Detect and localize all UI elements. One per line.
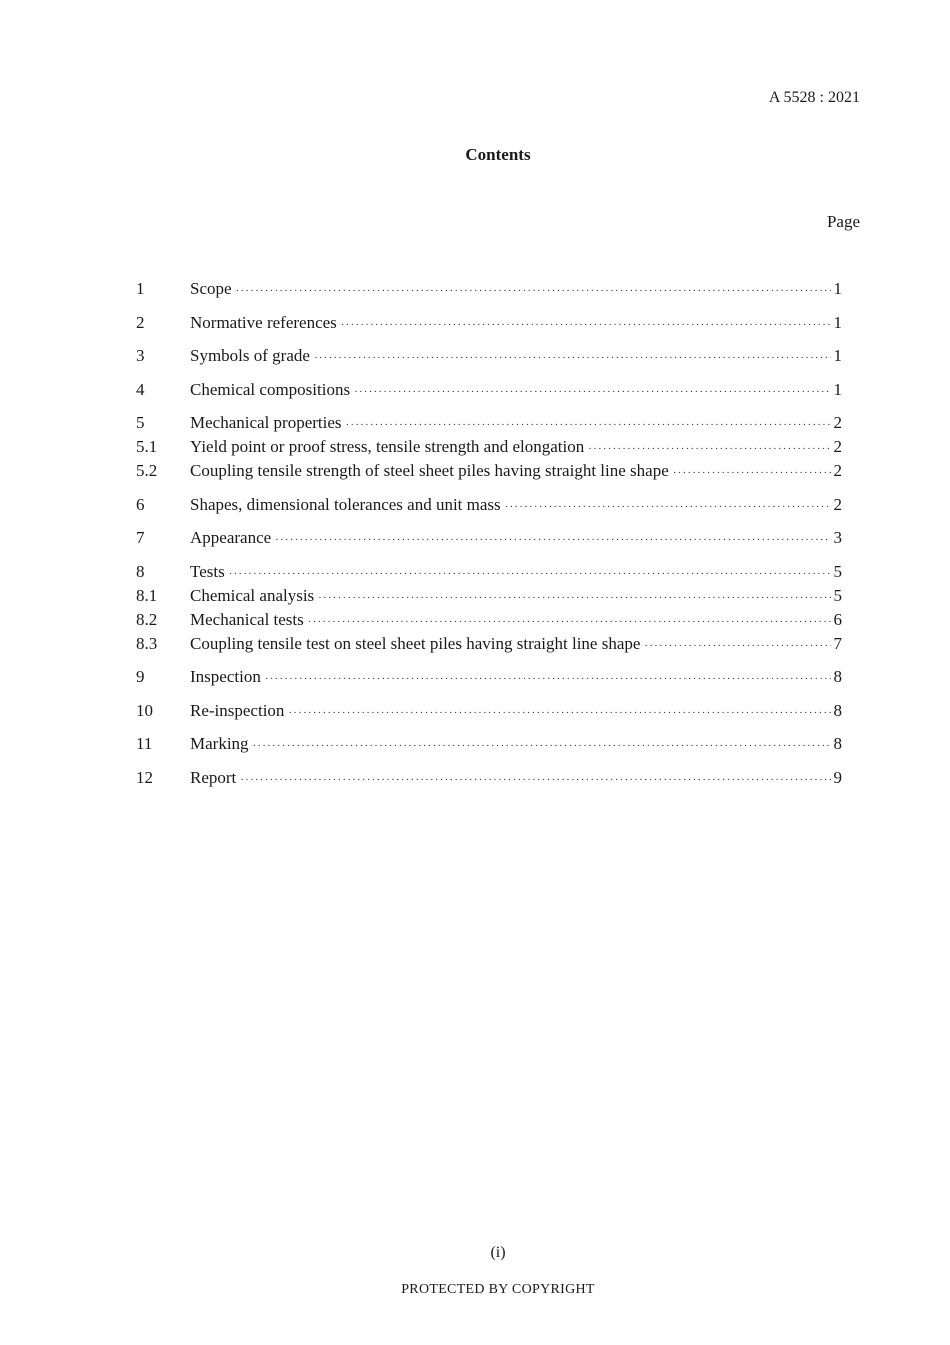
toc-entry-title: Symbols of grade bbox=[190, 346, 310, 365]
toc-entry[interactable] bbox=[136, 766, 842, 790]
toc-entry-page: 2 bbox=[833, 437, 842, 456]
toc-leader-dots bbox=[505, 495, 831, 519]
toc-entry-number: 4 bbox=[136, 379, 145, 399]
toc-entry[interactable] bbox=[136, 584, 842, 608]
toc-entry-number: 8.2 bbox=[136, 609, 158, 629]
toc-entry-number: 9 bbox=[136, 667, 145, 686]
toc-entry-number: 11 bbox=[136, 734, 153, 753]
toc-entry-title: Tests bbox=[190, 561, 225, 581]
toc-entry-title: Yield point or proof stress, tensile strength and elongation bbox=[190, 437, 585, 456]
toc-leader-dots bbox=[265, 667, 831, 691]
toc-entry[interactable] bbox=[136, 732, 842, 756]
toc-entry-number: 5.2 bbox=[136, 461, 158, 480]
copyright-notice: PROTECTED BY COPYRIGHT bbox=[401, 1282, 595, 1297]
toc-entry-page: 5 bbox=[833, 561, 842, 581]
toc-entry-number: 8.3 bbox=[136, 633, 158, 653]
toc-entry[interactable] bbox=[136, 526, 842, 550]
toc-entry-page: 2 bbox=[833, 494, 842, 514]
toc-entry-title: Coupling tensile strength of steel sheet piles having straight line shape bbox=[190, 461, 669, 480]
toc-entry-page: 1 bbox=[833, 312, 842, 332]
toc-entry-number: 7 bbox=[136, 528, 145, 547]
toc-entry-title: Chemical compositions bbox=[190, 379, 351, 399]
toc-entry-page: 6 bbox=[833, 609, 842, 629]
toc-entry-title: Normative references bbox=[190, 312, 337, 332]
toc-entry-number: 8 bbox=[136, 561, 145, 581]
document-code: A 5528 : 2021 bbox=[768, 89, 860, 106]
toc-entry-page: 1 bbox=[833, 279, 842, 298]
toc-entry-page: 8 bbox=[833, 700, 842, 720]
toc-entry[interactable] bbox=[136, 632, 842, 656]
toc-entry-number: 8.1 bbox=[136, 585, 158, 605]
toc-entry-title: Appearance bbox=[190, 528, 272, 547]
toc-entry[interactable] bbox=[136, 459, 842, 483]
toc-entry-number: 1 bbox=[136, 279, 145, 298]
toc-entry-page: 1 bbox=[833, 346, 842, 365]
toc-entry[interactable] bbox=[136, 699, 842, 723]
toc-entry-page: 2 bbox=[833, 461, 842, 480]
toc-entry-title: Shapes, dimensional tolerances and unit mass bbox=[190, 494, 501, 514]
toc-leader-dots bbox=[240, 768, 830, 792]
toc-entry-title: Scope bbox=[190, 279, 232, 298]
toc-entry-title: Inspection bbox=[190, 667, 261, 686]
toc-entry-title: Coupling tensile test on steel sheet piles having straight line shape bbox=[190, 633, 641, 653]
toc-entry[interactable] bbox=[136, 665, 842, 689]
toc-entry-title: Mechanical properties bbox=[190, 413, 342, 432]
toc-entry-page: 8 bbox=[833, 667, 842, 686]
toc-entry[interactable] bbox=[136, 277, 842, 301]
toc-entry-title: Mechanical tests bbox=[190, 609, 304, 629]
toc-entry[interactable] bbox=[136, 493, 842, 517]
toc-entry-number: 10 bbox=[136, 700, 153, 720]
toc-leader-dots bbox=[354, 380, 830, 404]
toc-entry-page: 7 bbox=[833, 633, 842, 653]
toc-entry-title: Chemical analysis bbox=[190, 585, 315, 605]
toc-entry[interactable] bbox=[136, 608, 842, 632]
toc-leader-dots bbox=[236, 279, 831, 303]
toc-entry[interactable] bbox=[136, 344, 842, 368]
toc-entry[interactable] bbox=[136, 560, 842, 584]
toc-entry-number: 5 bbox=[136, 413, 145, 432]
toc-entry-page: 3 bbox=[833, 528, 842, 547]
toc-leader-dots bbox=[229, 562, 831, 586]
toc-leader-dots bbox=[673, 461, 831, 485]
toc-entry-number: 2 bbox=[136, 312, 145, 332]
toc-leader-dots bbox=[346, 413, 831, 437]
toc-leader-dots bbox=[288, 701, 830, 725]
toc-entry-number: 12 bbox=[136, 767, 153, 787]
toc-entry-page: 2 bbox=[833, 413, 842, 432]
toc-leader-dots bbox=[318, 586, 830, 610]
toc-entry-page: 8 bbox=[833, 734, 842, 753]
toc-entry-number: 3 bbox=[136, 346, 145, 365]
toc-entry-page: 9 bbox=[833, 767, 842, 787]
toc-entry-number: 5.1 bbox=[136, 437, 158, 456]
toc-leader-dots bbox=[588, 437, 830, 461]
table-of-contents bbox=[136, 277, 842, 790]
toc-entry-title: Marking bbox=[190, 734, 249, 753]
page-title: Contents bbox=[465, 145, 531, 164]
toc-entry-page: 5 bbox=[833, 585, 842, 605]
toc-leader-dots bbox=[644, 634, 830, 658]
page-folio: (i) bbox=[490, 1244, 506, 1261]
toc-entry[interactable] bbox=[136, 378, 842, 402]
toc-entry-number: 6 bbox=[136, 494, 145, 514]
toc-entry[interactable] bbox=[136, 435, 842, 459]
toc-entry[interactable] bbox=[136, 411, 842, 435]
toc-entry-title: Report bbox=[190, 767, 237, 787]
toc-leader-dots bbox=[314, 346, 831, 370]
toc-leader-dots bbox=[253, 734, 831, 758]
toc-entry-page: 1 bbox=[833, 379, 842, 399]
toc-entry[interactable] bbox=[136, 311, 842, 335]
toc-entry-title: Re-inspection bbox=[190, 700, 285, 720]
page-column-heading: Page bbox=[826, 212, 860, 231]
toc-leader-dots bbox=[308, 610, 831, 634]
toc-leader-dots bbox=[275, 528, 830, 552]
toc-leader-dots bbox=[341, 313, 831, 337]
